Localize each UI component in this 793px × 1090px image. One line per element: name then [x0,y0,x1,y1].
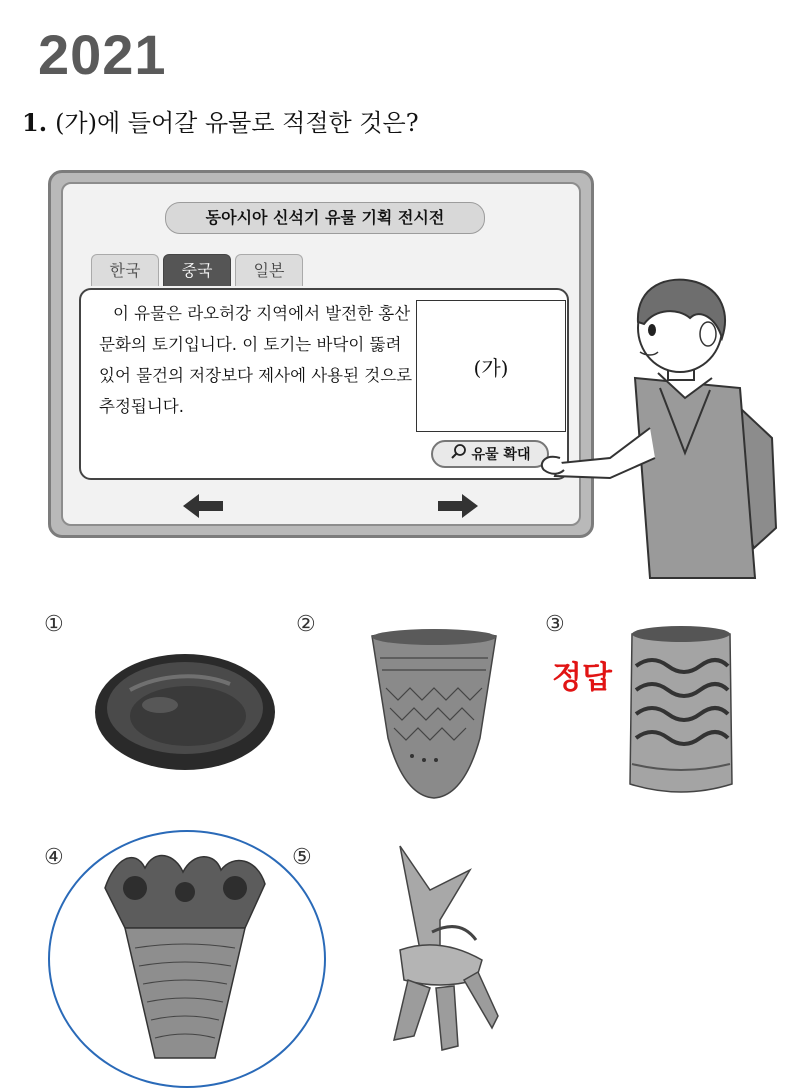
question-text: (가)에 들어갈 유물로 적절한 것은? [55,109,419,137]
exhibition-screen [48,170,594,538]
answer-mark: 정답 [552,660,612,695]
artifact-2-comb-pattern-pottery[interactable] [368,628,500,804]
choice-5-number: ⑤ [292,845,312,870]
artifact-panel [79,288,569,480]
artifact-description: 이 유물은 라오허강 지역에서 발전한 홍산 문화의 토기입니다. 이 토기는 바닥이 뚫려 있어 물건의 저장보다 제사에 사용된 것으로 추정됩니다. [99,304,413,416]
placeholder-label: (가) [473,355,509,380]
zoom-button[interactable] [431,440,549,468]
choice-4-number: ④ [44,845,64,870]
choice-2-number: ② [296,612,316,637]
country-tabs [91,254,303,286]
tab-korea[interactable]: 한국 [91,254,159,286]
exhibition-title: 동아시아 신석기 유물 기획 전시전 [165,202,485,234]
question [22,103,419,138]
artifact-4-flame-pottery[interactable] [95,848,275,1074]
choice-1-number: ① [44,612,64,637]
choice-3-number: ③ [545,612,565,637]
artifact-1-bowl[interactable] [90,650,280,784]
year-heading: 2021 [38,23,167,86]
screen-content [61,182,581,526]
magnifier-icon [450,443,468,465]
question-number: 1. [22,108,48,137]
prev-arrow-icon[interactable] [183,494,223,522]
zoom-button-label: 유물 확대 [471,447,531,463]
tab-china[interactable]: 중국 [163,254,231,286]
artifact-5-tripod-pitcher[interactable] [380,840,500,1056]
student-illustration [540,278,785,587]
next-arrow-icon[interactable] [438,494,478,522]
tab-japan[interactable]: 일본 [235,254,303,286]
artifact-3-bottomless-jar[interactable] [622,624,740,804]
